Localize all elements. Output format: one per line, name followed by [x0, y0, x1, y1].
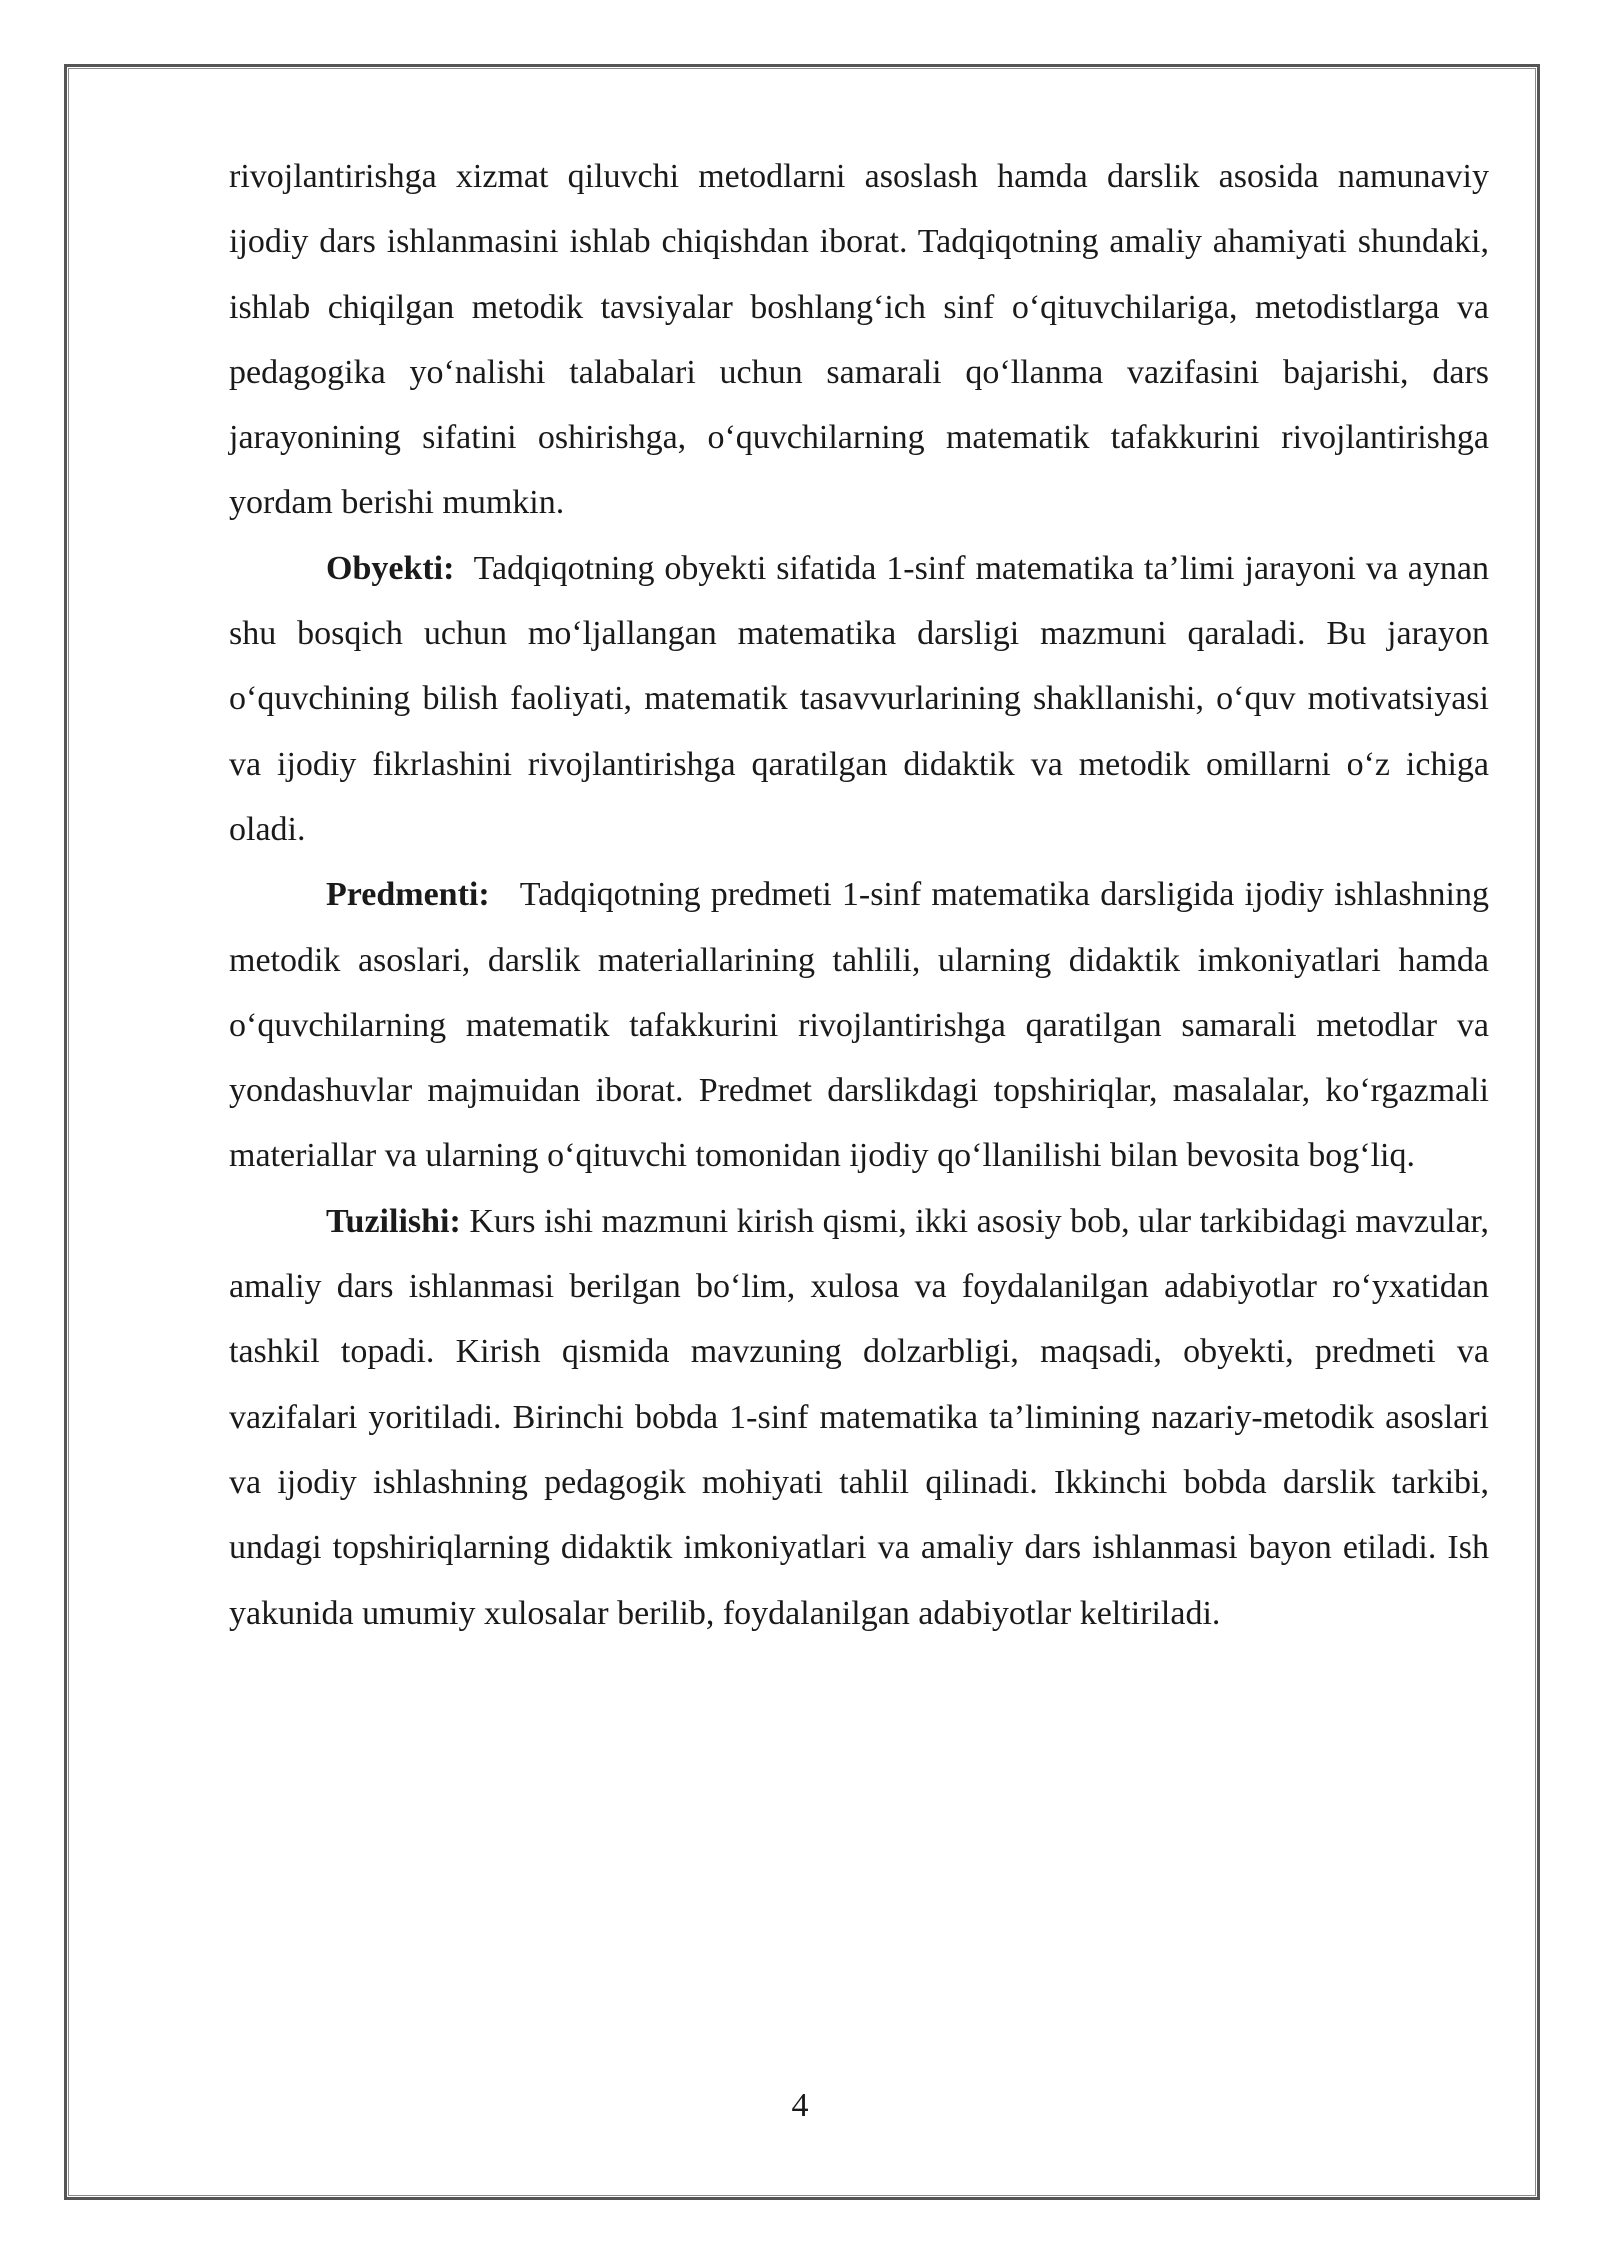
section-heading-subject: Predmenti: — [326, 876, 490, 914]
section-text-object: Tadqiqotning obyekti sifatida 1-sinf matematika ta’limi jarayoni va aynan shu bosqich uchun mo‘ljallangan matematika darsligi mazmuni qaraladi. Bu jarayon o‘quvchining bilish faoliyati, matematik tasavvurlarining shakllanishi, o‘quv motivatsiyasi va ijodiy fikrlashini rivojlantirishga qaratilgan didaktik va metodik omillarni o‘z ichiga oladi. — [229, 549, 1489, 848]
section-text-subject: Tadqiqotning predmeti 1-sinf matematika darsligida ijodiy ishlashning metodik asoslari, darslik materiallarining tahlili, ularning didaktik imkoniyatlari hamda o‘quvchilarning matematik tafakkurini rivojlantirishga qaratilgan samarali metodlar va yondashuvlar majmuidan iborat. Predmet darslikdagi topshiriqlar, masalalar, ko‘rgazmali materiallar va ularning o‘qituvchi tomonidan ijodiy qo‘llanilishi bilan bevosita bog‘liq. — [229, 876, 1490, 1175]
page-body — [229, 144, 1489, 1646]
section-structure — [229, 1189, 1489, 1646]
section-text-structure: Kurs ishi mazmuni kirish qismi, ikki asosiy bob, ular tarkibidagi mavzular, amaliy dars ishlanmasi berilgan bo‘lim, xulosa va foydalanilgan adabiyotlar ro‘yxatidan tashkil topadi. Kirish qismida mavzuning dolzarbligi, maqsadi, obyekti, predmeti va vazifalari yoritiladi. Birinchi bobda 1-sinf matematika ta’limining nazariy-metodik asoslari va ijodiy ishlashning pedagogik mohiyati tahlil qilinadi. Ikkinchi bobda darslik tarkibi, undagi topshiriqlarning didaktik imkoniyatlari va amaliy dars ishlanmasi bayon etiladi. Ish yakunida umumiy xulosalar berilib, foydalanilgan adabiyotlar keltiriladi. — [229, 1202, 1490, 1632]
section-object — [229, 536, 1489, 862]
page-number: 4 — [791, 2087, 809, 2124]
section-subject — [229, 862, 1489, 1188]
intro-paragraph: rivojlantirishga xizmat qiluvchi metodlarni asoslash hamda darslik asosida namunaviy ijodiy dars ishlanmasini ishlab chiqishdan iborat. Tadqiqotning amaliy ahamiyati shundaki, ishlab chiqilgan metodik tavsiyalar boshlang‘ich sinf o‘qituvchilariga, metodistlarga va pedagogika yo‘nalishi talabalari uchun samarali qo‘llanma vazifasini bajarishi, dars jarayonining sifatini oshirishga, o‘quvchilarning matematik tafakkurini rivojlantirishga yordam berishi mumkin. — [229, 158, 1489, 522]
section-heading-structure: Tuzilishi: — [326, 1202, 461, 1240]
section-heading-object: Obyekti: — [326, 549, 455, 587]
